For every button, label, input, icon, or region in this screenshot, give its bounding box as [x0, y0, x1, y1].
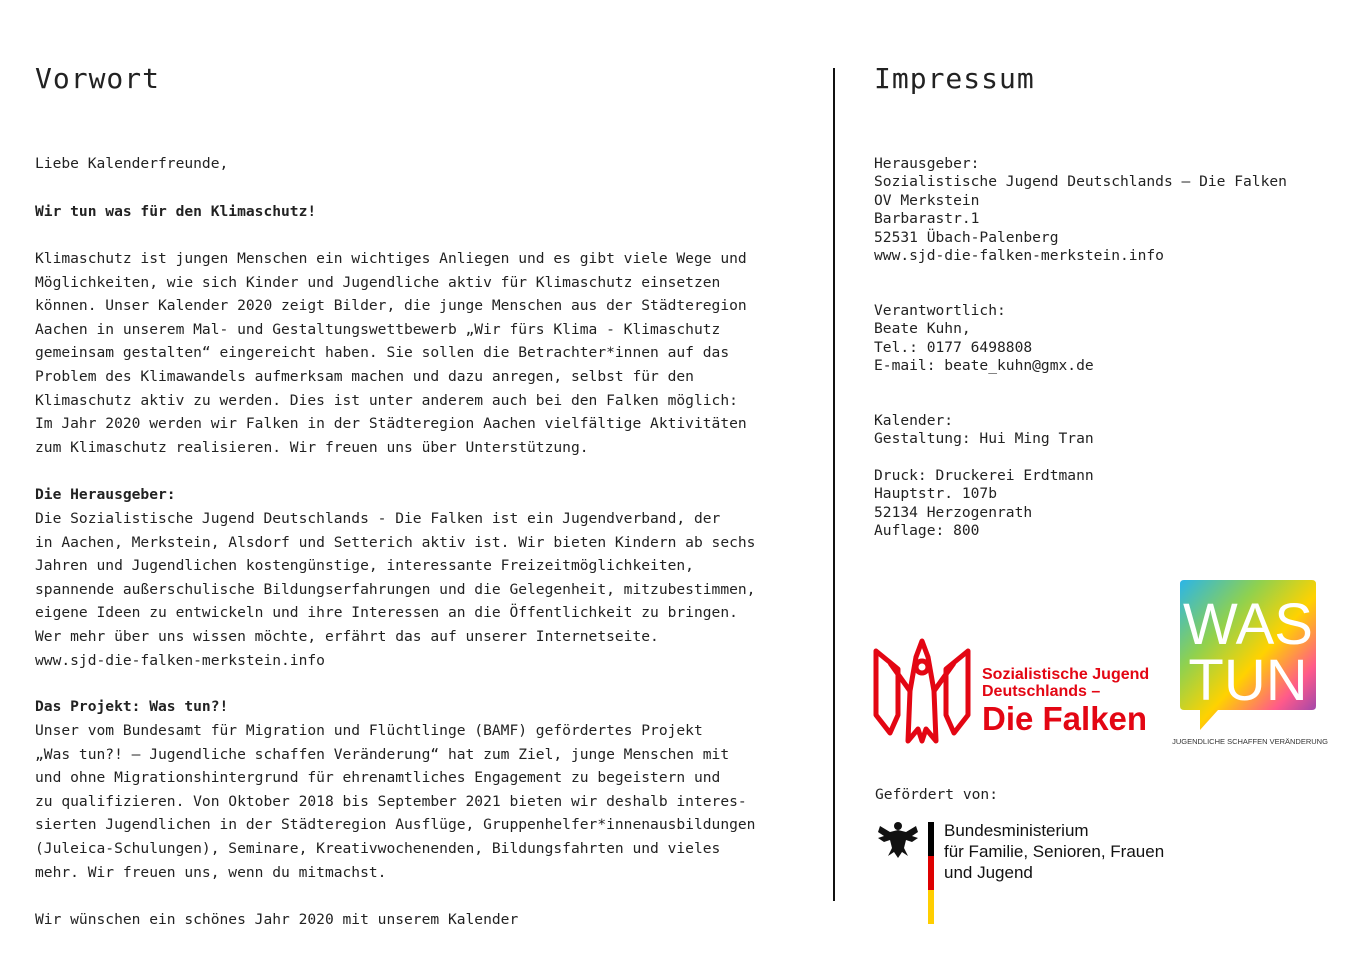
wastun-line1: WAS: [1183, 592, 1313, 657]
wastun-logo: [1172, 578, 1328, 748]
falken-logo-line3: Die Falken: [982, 700, 1148, 737]
paragraph-project: Unser vom Bundesamt für Migration und Flüchtlinge (BAMF) gefördertes Projekt „Was tun?! – Jugendliche schaffen Veränderung“ hat zum Ziel, junge Menschen mit und ohne Migrationshintergrund für ehrenamtliches Engagement zu begeistern und zu qualifizieren. Von Oktober 2018 bis September 2021 bieten wir deshalb interes- sierten Jugendlichen in der Städteregion Ausflüge, Gruppenhelfer*innenausbildungen (Juleica-Schulungen), Seminare, Kreativwochenenden, Bildungsfahrten und vieles mehr. Wir freuen uns, wenn du mitmachst.: [35, 722, 756, 881]
falken-logo: [872, 633, 1162, 748]
ministry-line1: Bundesministerium: [944, 821, 1089, 840]
heading-climate: Wir tun was für den Klimaschutz!: [35, 203, 317, 220]
ministry-line3: und Jugend: [944, 863, 1033, 882]
foreword-title: Vorwort: [35, 62, 161, 95]
greeting: Liebe Kalenderfreunde,: [35, 155, 229, 172]
heading-publishers: Die Herausgeber:: [35, 486, 176, 503]
falken-logo-line2: Deutschlands –: [982, 683, 1101, 700]
imprint-title: Impressum: [874, 62, 1035, 95]
calendar-block: Kalender: Gestaltung: Hui Ming Tran: [874, 412, 1094, 448]
publisher-block: Herausgeber: Sozialistische Jugend Deutschlands – Die Falken OV Merkstein Barbarastr.1 52531 Übach-Palenberg www.sjd-die-falken-merkstein.info: [874, 155, 1287, 265]
wastun-tagline: JUGENDLICHE SCHAFFEN VERÄNDERUNG: [1172, 737, 1328, 746]
falken-logo-line1: Sozialistische Jugend: [982, 666, 1150, 683]
ministry-line2: für Familie, Senioren, Frauen: [944, 842, 1165, 861]
paragraph-climate: Klimaschutz ist jungen Menschen ein wichtiges Anliegen und es gibt viele Wege und Möglichkeiten, wie sich Kinder und Jugendliche aktiv für Klimaschutz einsetzen können. Unser Kalender 2020 zeigt Bilder, die junge Menschen aus der Städteregion Aachen in unserem Mal- und Gestaltungswettbewerb „Wir fürs Klima - Klimaschutz gemeinsam gestalten“ eingereicht haben. Sie sollen die Betrachter*innen auf das Problem des Klimawandels aufmerksam machen und dazu anregen, selbst für den Klimaschutz aktiv zu werden. Dies ist unter anderem auch bei den Falken möglich: Im Jahr 2020 werden wir Falken in der Städteregion Aachen vielfältige Aktivitäten zum Klimaschutz realisieren. Wir freuen uns über Unterstützung.: [35, 250, 747, 456]
closing-line: Wir wünschen ein schönes Jahr 2020 mit unserem Kalender: [35, 911, 519, 928]
federal-eagle-icon: [876, 818, 920, 862]
responsible-block: Verantwortlich: Beate Kuhn, Tel.: 0177 6498808 E-mail: beate_kuhn@gmx.de: [874, 302, 1094, 375]
ministry-logo: [874, 818, 1174, 928]
funded-by-label: Gefördert von:: [875, 786, 999, 803]
heading-project: Das Projekt: Was tun?!: [35, 698, 229, 715]
wastun-line2: TUN: [1188, 648, 1308, 713]
print-block: Druck: Druckerei Erdtmann Hauptstr. 107b 52134 Herzogenrath Auflage: 800: [874, 467, 1094, 540]
german-flag-bar: [928, 822, 934, 924]
paragraph-publishers: Die Sozialistische Jugend Deutschlands - Die Falken ist ein Jugendverband, der in Aachen, Merkstein, Alsdorf und Setterich aktiv ist. Wir bieten Kindern ab sechs Jahren und Jugendlichen kostengünstige, interessante Freizeitmöglichkeiten, spannende außerschulische Bildungserfahrungen und die Gelegenheit, mitzubestimmen, eigene Ideen zu entwickeln und ihre Interessen an die Öffentlichkeit zu bringen. Wer mehr über uns wissen möchte, erfährt das auf unserer Internetseite. www.sjd-die-falken-merkstein.info: [35, 510, 756, 669]
column-divider: [833, 68, 835, 901]
